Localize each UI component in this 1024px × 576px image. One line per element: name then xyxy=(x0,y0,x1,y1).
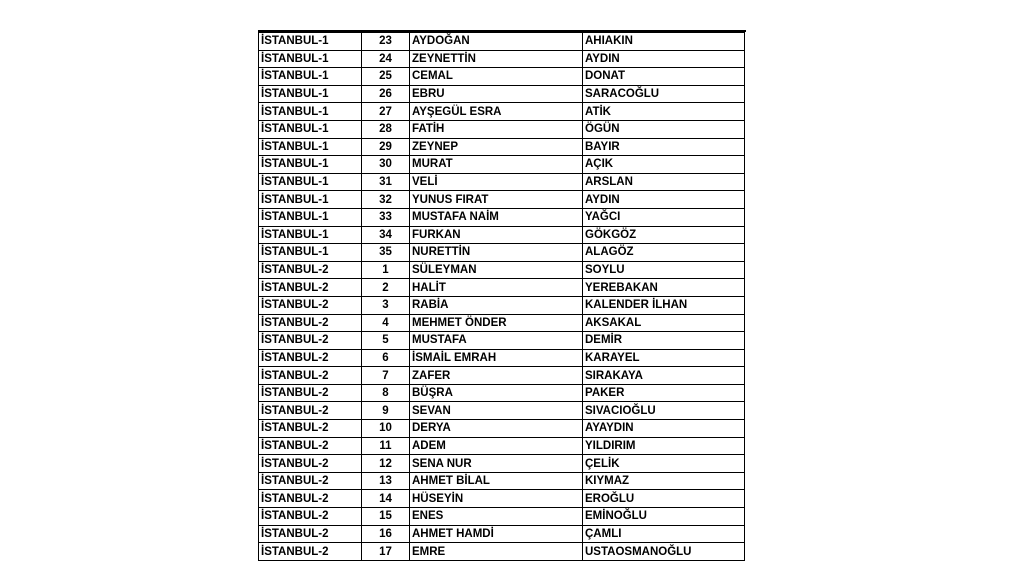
list-number-cell: 34 xyxy=(362,226,410,244)
list-number-cell: 29 xyxy=(362,138,410,156)
first-name-cell: HÜSEYİN xyxy=(410,490,583,508)
list-number-cell: 9 xyxy=(362,402,410,420)
first-name-cell: ENES xyxy=(410,508,583,526)
list-number-cell: 10 xyxy=(362,420,410,438)
last-name-cell: SOYLU xyxy=(583,261,745,279)
table-row xyxy=(259,226,745,244)
last-name-cell: AYDIN xyxy=(583,50,745,68)
first-name-cell: SÜLEYMAN xyxy=(410,261,583,279)
last-name-cell: ALAGÖZ xyxy=(583,244,745,262)
region-cell: İSTANBUL-2 xyxy=(259,384,362,402)
first-name-cell: EMRE xyxy=(410,543,583,561)
candidate-table xyxy=(258,32,745,561)
first-name-cell: HALİT xyxy=(410,279,583,297)
last-name-cell: GÖKGÖZ xyxy=(583,226,745,244)
region-cell: İSTANBUL-2 xyxy=(259,508,362,526)
table-row xyxy=(259,138,745,156)
list-number-cell: 24 xyxy=(362,50,410,68)
region-cell: İSTANBUL-2 xyxy=(259,420,362,438)
region-cell: İSTANBUL-2 xyxy=(259,332,362,350)
table-row xyxy=(259,472,745,490)
region-cell: İSTANBUL-2 xyxy=(259,437,362,455)
table-row xyxy=(259,543,745,561)
list-number-cell: 31 xyxy=(362,173,410,191)
last-name-cell: YILDIRIM xyxy=(583,437,745,455)
last-name-cell: ÖGÜN xyxy=(583,120,745,138)
list-number-cell: 4 xyxy=(362,314,410,332)
table-row xyxy=(259,367,745,385)
region-cell: İSTANBUL-2 xyxy=(259,543,362,561)
region-cell: İSTANBUL-2 xyxy=(259,367,362,385)
table-row xyxy=(259,437,745,455)
last-name-cell: AHIAKIN xyxy=(583,33,745,51)
first-name-cell: ADEM xyxy=(410,437,583,455)
table-row xyxy=(259,85,745,103)
region-cell: İSTANBUL-2 xyxy=(259,455,362,473)
region-cell: İSTANBUL-1 xyxy=(259,50,362,68)
region-cell: İSTANBUL-2 xyxy=(259,490,362,508)
table-row xyxy=(259,508,745,526)
region-cell: İSTANBUL-2 xyxy=(259,402,362,420)
table-row xyxy=(259,455,745,473)
table-row xyxy=(259,279,745,297)
first-name-cell: ZAFER xyxy=(410,367,583,385)
region-cell: İSTANBUL-2 xyxy=(259,472,362,490)
list-number-cell: 23 xyxy=(362,33,410,51)
candidate-list-document xyxy=(258,30,746,561)
first-name-cell: ZEYNEP xyxy=(410,138,583,156)
first-name-cell: MURAT xyxy=(410,156,583,174)
last-name-cell: YEREBAKAN xyxy=(583,279,745,297)
table-row xyxy=(259,244,745,262)
list-number-cell: 17 xyxy=(362,543,410,561)
list-number-cell: 11 xyxy=(362,437,410,455)
list-number-cell: 7 xyxy=(362,367,410,385)
region-cell: İSTANBUL-1 xyxy=(259,138,362,156)
table-row xyxy=(259,156,745,174)
list-number-cell: 8 xyxy=(362,384,410,402)
table-row xyxy=(259,314,745,332)
region-cell: İSTANBUL-1 xyxy=(259,226,362,244)
region-cell: İSTANBUL-1 xyxy=(259,68,362,86)
region-cell: İSTANBUL-2 xyxy=(259,279,362,297)
region-cell: İSTANBUL-1 xyxy=(259,244,362,262)
list-number-cell: 15 xyxy=(362,508,410,526)
first-name-cell: SENA NUR xyxy=(410,455,583,473)
region-cell: İSTANBUL-2 xyxy=(259,525,362,543)
table-row xyxy=(259,208,745,226)
region-cell: İSTANBUL-1 xyxy=(259,85,362,103)
first-name-cell: RABİA xyxy=(410,296,583,314)
first-name-cell: AHMET BİLAL xyxy=(410,472,583,490)
list-number-cell: 30 xyxy=(362,156,410,174)
list-number-cell: 26 xyxy=(362,85,410,103)
list-number-cell: 2 xyxy=(362,279,410,297)
last-name-cell: KARAYEL xyxy=(583,349,745,367)
region-cell: İSTANBUL-1 xyxy=(259,103,362,121)
list-number-cell: 14 xyxy=(362,490,410,508)
region-cell: İSTANBUL-1 xyxy=(259,208,362,226)
region-cell: İSTANBUL-1 xyxy=(259,156,362,174)
list-number-cell: 28 xyxy=(362,120,410,138)
last-name-cell: AYAYDIN xyxy=(583,420,745,438)
table-row xyxy=(259,349,745,367)
candidate-table-body xyxy=(259,33,745,561)
table-row xyxy=(259,33,745,51)
last-name-cell: SIVACIOĞLU xyxy=(583,402,745,420)
first-name-cell: NURETTİN xyxy=(410,244,583,262)
region-cell: İSTANBUL-2 xyxy=(259,296,362,314)
region-cell: İSTANBUL-1 xyxy=(259,173,362,191)
last-name-cell: BAYIR xyxy=(583,138,745,156)
first-name-cell: ZEYNETTİN xyxy=(410,50,583,68)
first-name-cell: BÜŞRA xyxy=(410,384,583,402)
last-name-cell: USTAOSMANOĞLU xyxy=(583,543,745,561)
list-number-cell: 3 xyxy=(362,296,410,314)
table-row xyxy=(259,103,745,121)
last-name-cell: SARACOĞLU xyxy=(583,85,745,103)
first-name-cell: İSMAİL EMRAH xyxy=(410,349,583,367)
table-row xyxy=(259,50,745,68)
list-number-cell: 16 xyxy=(362,525,410,543)
first-name-cell: MEHMET ÖNDER xyxy=(410,314,583,332)
table-row xyxy=(259,402,745,420)
last-name-cell: ÇAMLI xyxy=(583,525,745,543)
last-name-cell: PAKER xyxy=(583,384,745,402)
last-name-cell: DEMİR xyxy=(583,332,745,350)
table-row xyxy=(259,261,745,279)
first-name-cell: DERYA xyxy=(410,420,583,438)
table-row xyxy=(259,120,745,138)
last-name-cell: EMİNOĞLU xyxy=(583,508,745,526)
region-cell: İSTANBUL-1 xyxy=(259,120,362,138)
last-name-cell: AÇIK xyxy=(583,156,745,174)
last-name-cell: SIRAKAYA xyxy=(583,367,745,385)
first-name-cell: AHMET HAMDİ xyxy=(410,525,583,543)
list-number-cell: 5 xyxy=(362,332,410,350)
list-number-cell: 27 xyxy=(362,103,410,121)
table-row xyxy=(259,173,745,191)
first-name-cell: VELİ xyxy=(410,173,583,191)
table-row xyxy=(259,525,745,543)
table-row xyxy=(259,68,745,86)
last-name-cell: EROĞLU xyxy=(583,490,745,508)
list-number-cell: 32 xyxy=(362,191,410,209)
first-name-cell: FATİH xyxy=(410,120,583,138)
first-name-cell: EBRU xyxy=(410,85,583,103)
first-name-cell: AYŞEGÜL ESRA xyxy=(410,103,583,121)
last-name-cell: ARSLAN xyxy=(583,173,745,191)
last-name-cell: KALENDER İLHAN xyxy=(583,296,745,314)
list-number-cell: 25 xyxy=(362,68,410,86)
list-number-cell: 12 xyxy=(362,455,410,473)
region-cell: İSTANBUL-2 xyxy=(259,349,362,367)
last-name-cell: AKSAKAL xyxy=(583,314,745,332)
last-name-cell: KIYMAZ xyxy=(583,472,745,490)
table-row xyxy=(259,384,745,402)
first-name-cell: MUSTAFA NAİM xyxy=(410,208,583,226)
first-name-cell: SEVAN xyxy=(410,402,583,420)
list-number-cell: 6 xyxy=(362,349,410,367)
first-name-cell: YUNUS FIRAT xyxy=(410,191,583,209)
last-name-cell: DONAT xyxy=(583,68,745,86)
region-cell: İSTANBUL-2 xyxy=(259,261,362,279)
region-cell: İSTANBUL-1 xyxy=(259,33,362,51)
last-name-cell: YAĞCI xyxy=(583,208,745,226)
list-number-cell: 1 xyxy=(362,261,410,279)
table-row xyxy=(259,490,745,508)
region-cell: İSTANBUL-2 xyxy=(259,314,362,332)
table-row xyxy=(259,420,745,438)
list-number-cell: 33 xyxy=(362,208,410,226)
last-name-cell: ATİK xyxy=(583,103,745,121)
list-number-cell: 13 xyxy=(362,472,410,490)
table-row xyxy=(259,296,745,314)
region-cell: İSTANBUL-1 xyxy=(259,191,362,209)
first-name-cell: MUSTAFA xyxy=(410,332,583,350)
last-name-cell: ÇELİK xyxy=(583,455,745,473)
table-row xyxy=(259,191,745,209)
first-name-cell: CEMAL xyxy=(410,68,583,86)
table-row xyxy=(259,332,745,350)
first-name-cell: AYDOĞAN xyxy=(410,33,583,51)
last-name-cell: AYDIN xyxy=(583,191,745,209)
list-number-cell: 35 xyxy=(362,244,410,262)
first-name-cell: FURKAN xyxy=(410,226,583,244)
